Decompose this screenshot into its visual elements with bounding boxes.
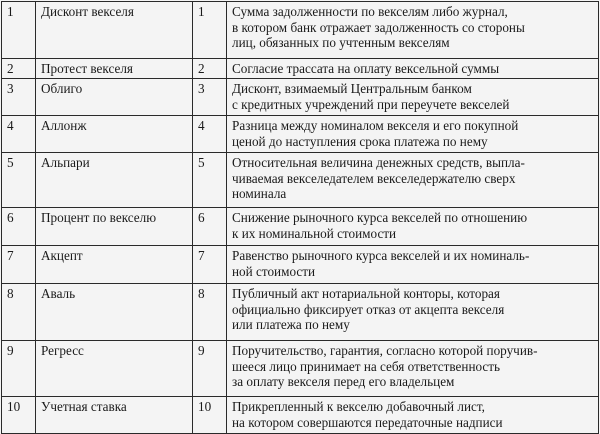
term-number: 9 bbox=[2, 341, 36, 397]
table-row bbox=[2, 397, 599, 434]
table-row bbox=[2, 208, 599, 246]
definition-line: Согласие трассата на оплату вексельной суммы bbox=[232, 61, 500, 76]
definition-text bbox=[227, 116, 599, 153]
definition-line: ной стоимости bbox=[232, 263, 316, 279]
term-name: Дисконт векселя bbox=[36, 2, 193, 59]
definition-line: лиц, обязанных по учтенным векселям bbox=[232, 35, 450, 51]
definition-line: шееся лицо принимает на себя ответственность bbox=[232, 358, 501, 374]
definition-line: в котором банк отражает задолженность со стороны bbox=[232, 19, 525, 35]
table-row bbox=[2, 2, 599, 59]
definition-line: Поручительство, гарантия, согласно которой поручив- bbox=[232, 343, 538, 358]
definition-number: 10 bbox=[193, 397, 227, 434]
definition-number: 6 bbox=[193, 208, 227, 246]
definition-text bbox=[227, 153, 599, 208]
table-row bbox=[2, 341, 599, 397]
table-row bbox=[2, 116, 599, 153]
definition-text bbox=[227, 79, 599, 116]
definition-line: Публичный акт нотариальной конторы, которая bbox=[232, 286, 500, 301]
definition-line: Сумма задолженности по векселям либо журнал, bbox=[232, 4, 508, 19]
definition-line: или платежа по нему bbox=[232, 317, 350, 333]
term-number: 8 bbox=[2, 284, 36, 341]
definition-line: к их номинальной стоимости bbox=[232, 225, 397, 241]
term-number: 6 bbox=[2, 208, 36, 246]
term-name: Аваль bbox=[36, 284, 193, 341]
term-number: 10 bbox=[2, 397, 36, 434]
term-name: Альпари bbox=[36, 153, 193, 208]
term-name: Акцепт bbox=[36, 246, 193, 284]
term-name: Регресс bbox=[36, 341, 193, 397]
table-row bbox=[2, 59, 599, 79]
table-row bbox=[2, 153, 599, 208]
definition-line: ценой до наступления срока платежа по нему bbox=[232, 133, 488, 149]
definition-line: Относительная величина денежных средств, выпла- bbox=[232, 155, 525, 170]
term-name: Облиго bbox=[36, 79, 193, 116]
definition-line: номинала bbox=[232, 186, 287, 202]
table-body bbox=[2, 2, 599, 434]
definition-line: за оплату векселя перед его владельцем bbox=[232, 374, 455, 390]
definition-number: 9 bbox=[193, 341, 227, 397]
definition-text bbox=[227, 2, 599, 59]
definition-text bbox=[227, 397, 599, 434]
table-row bbox=[2, 79, 599, 116]
term-number: 7 bbox=[2, 246, 36, 284]
definition-number: 1 bbox=[193, 2, 227, 59]
definition-line: Разница между номиналом векселя и его покупной bbox=[232, 118, 519, 133]
term-number: 1 bbox=[2, 2, 36, 59]
matching-table bbox=[1, 1, 599, 434]
definition-line: чиваемая векселедателем векселедержателю сверх bbox=[232, 170, 516, 186]
term-number: 2 bbox=[2, 59, 36, 79]
term-name: Протест векселя bbox=[36, 59, 193, 79]
table-row bbox=[2, 284, 599, 341]
definition-line: официально фиксирует отказ от акцепта векселя bbox=[232, 301, 505, 317]
term-name: Учетная ставка bbox=[36, 397, 193, 434]
definition-number: 2 bbox=[193, 59, 227, 79]
definition-text bbox=[227, 284, 599, 341]
definition-number: 5 bbox=[193, 153, 227, 208]
term-number: 3 bbox=[2, 79, 36, 116]
definition-text bbox=[227, 246, 599, 284]
definition-line: Снижение рыночного курса векселей по отношению bbox=[232, 210, 528, 225]
definition-text bbox=[227, 59, 599, 79]
definition-line: на котором совершаются передаточные надписи bbox=[232, 414, 503, 430]
term-number: 5 bbox=[2, 153, 36, 208]
term-number: 4 bbox=[2, 116, 36, 153]
definition-line: Дисконт, взимаемый Центральным банком bbox=[232, 81, 472, 96]
term-name: Процент по векселю bbox=[36, 208, 193, 246]
definition-number: 4 bbox=[193, 116, 227, 153]
term-name: Аллонж bbox=[36, 116, 193, 153]
definition-text bbox=[227, 341, 599, 397]
definition-line: с кредитных учреждений при переучете векселей bbox=[232, 96, 510, 112]
definition-line: Равенство рыночного курса векселей и их номиналь- bbox=[232, 248, 530, 263]
definition-number: 7 bbox=[193, 246, 227, 284]
definition-text bbox=[227, 208, 599, 246]
definition-number: 3 bbox=[193, 79, 227, 116]
definition-number: 8 bbox=[193, 284, 227, 341]
definition-line: Прикрепленный к векселю добавочный лист, bbox=[232, 399, 485, 414]
table-row bbox=[2, 246, 599, 284]
